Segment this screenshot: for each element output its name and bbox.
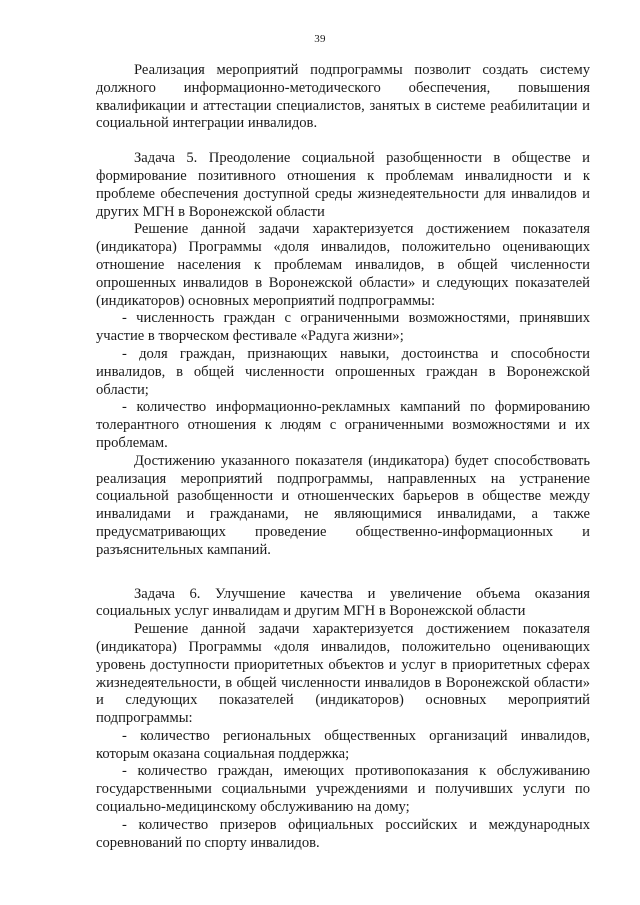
task-5-indicator-3: - количество информационно-рекламных кампаний по формированию толерантного отношения к людям с ограниченными возможностями и их проблемам. (96, 399, 590, 451)
task-5-conclusion: Достижению указанного показателя (индикатора) будет способствовать реализация мероприятий подпрограммы, направленных на устранение социальной разобщенности и отношенческих барьеров в обществе между инвалидами и гражданами, не являющимися инвалидами, а также предусматривающих проведение общественно-информационных и разъяснительных кампаний. (96, 452, 590, 558)
task-6-heading: Задача 6. Улучшение качества и увеличение объема оказания социальных услуг инвалидам и другим МГН в Воронежской области (96, 585, 590, 620)
task-6-indicator-3: - количество призеров официальных российских и международных соревнований по спорту инвалидов. (96, 816, 590, 851)
task-5-description: Решение данной задачи характеризуется достижением показателя (индикатора) Программы «доля инвалидов, положительно оценивающих отношение населения к проблемам инвалидов, в общей численности опрошенных инвалидов в Воронежской области» и следующих показателей (индикаторов) основных мероприятий подпрограммы: (96, 221, 590, 309)
task-5-indicator-2: - доля граждан, признающих навыки, достоинства и способности инвалидов, в общей численности опрошенных граждан в Воронежской области; (96, 345, 590, 398)
paragraph-gap (96, 560, 590, 586)
paragraph-gap (96, 133, 590, 150)
task-6-description: Решение данной задачи характеризуется достижением показателя (индикатора) Программы «доля инвалидов, положительно оценивающих уровень доступности приоритетных объектов и услуг в приоритетных сферах жизнедеятельности, в общей численности инвалидов в Воронежской области» и следующих показателей (индикаторов) основных мероприятий подпрограммы: (96, 621, 590, 727)
paragraph-summary: Реализация мероприятий подпрограммы позволит создать систему должного информационно-методического обеспечения, повышения квалификации и аттестации специалистов, занятых в системе реабилитации и социальной интеграции инвалидов. (96, 62, 590, 132)
task-5-indicator-1: - численность граждан с ограниченными возможностями, принявших участие в творческом фестивале «Радуга жизни»; (96, 310, 590, 345)
page-number: 39 (314, 33, 326, 45)
document-body (96, 62, 590, 852)
task-5-heading: Задача 5. Преодоление социальной разобщенности в обществе и формирование позитивного отношения к проблемам инвалидности и к проблеме обеспечения доступной среды жизнедеятельности для инвалидов и других МГН в Воронежской области (96, 150, 590, 220)
task-6-indicator-2: - количество граждан, имеющих противопоказания к обслуживанию государственными социальными учреждениями и получивших услуги по социально-медицинскому обслуживанию на дому; (96, 763, 590, 816)
task-6-indicator-1: - количество региональных общественных организаций инвалидов, которым оказана социальная поддержка; (96, 727, 590, 762)
